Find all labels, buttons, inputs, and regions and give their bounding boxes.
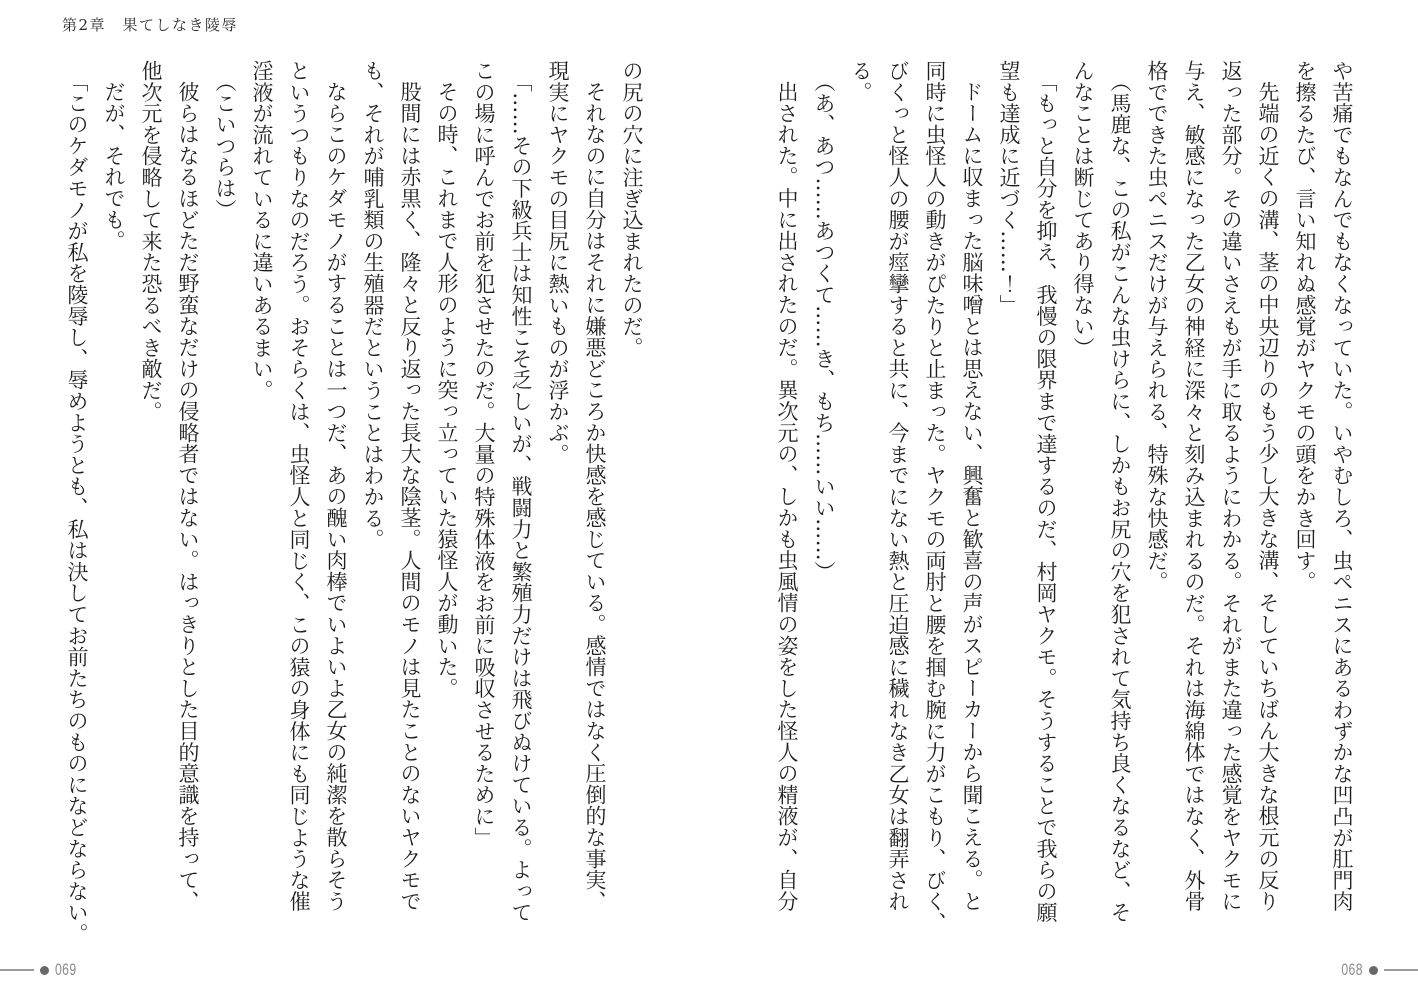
page-left-text xyxy=(58,60,650,962)
text-column: んなことは断じてあり得ない） xyxy=(1071,60,1095,359)
text-column: この場に呼んでお前を犯させたのだ。大量の特殊体液をお前に吸収させるために」 xyxy=(472,60,496,849)
footer-right xyxy=(1333,961,1418,979)
chapter-header: 第2章 果てしなき陵辱 xyxy=(62,16,239,34)
page-right-text xyxy=(768,60,1360,962)
page-right-068 xyxy=(768,60,1360,962)
text-column: 返った部分。その違いさえもが手に取るようにわかる。それがまた違った感覚をヤクモに xyxy=(1219,60,1243,912)
text-column: （あ、あつ……あつくて……き、もち……いい……） xyxy=(812,70,836,582)
text-column: 望も達成に近づく……！」 xyxy=(997,60,1021,316)
footer-rule-right xyxy=(1384,969,1418,971)
footer-rule-left xyxy=(0,969,34,971)
page-number-right: 068 xyxy=(1341,960,1363,979)
text-column: 「もっと自分を抑え、我慢の限界まで達するのだ、村岡ヤクモ。そうすることで我らの願 xyxy=(1034,70,1058,923)
text-column: （こいつらは） xyxy=(213,70,237,220)
text-column: びくっと怪人の腰が痙攣すると共に、今までにない熱と圧迫感に穢れなき乙女は翻弄され xyxy=(886,60,910,912)
text-column: だが、それでも。 xyxy=(102,81,126,252)
text-column: 出された。中に出されたのだ。異次元の、しかも虫風情の姿をした怪人の精液が、自分 xyxy=(775,81,799,912)
page-number-left: 069 xyxy=(55,960,77,979)
text-column: それなのに自分はそれに嫌悪どころか快感を感じている。感情ではなく圧倒的な事実、 xyxy=(583,81,607,912)
text-column: の尻の穴に注ぎ込まれたのだ。 xyxy=(620,60,644,359)
footer-left xyxy=(0,961,85,979)
text-column: 淫液が流れているに違いあるまい。 xyxy=(250,60,274,401)
text-column: る。 xyxy=(849,60,873,103)
text-column: （馬鹿な、この私がこんな虫けらに、しかもお尻の穴を犯されて気持ち良くなるなど、そ xyxy=(1108,70,1132,923)
text-column: 与え、敏感になった乙女の神経に深々と刻み込まれるのだ。それは海綿体ではなく、外骨 xyxy=(1182,60,1206,912)
text-column: 同時に虫怪人の動きがぴたりと止まった。ヤクモの両肘と腰を掴む腕に力がこもり、びく、 xyxy=(923,60,947,934)
text-column: ドームに収まった脳味噌とは思えない、興奮と歓喜の声がスピーカーから聞こえる。と xyxy=(960,81,984,912)
text-column: 先端の近くの溝、茎の中央辺りのもう少し大きな溝、そしていちばん大きな根元の反り xyxy=(1256,81,1280,912)
text-column: というつもりなのだろう。おそらくは、虫怪人と同じく、この猿の身体にも同じような催 xyxy=(287,60,311,912)
text-column: 格でできた虫ペニスだけが与えられる、特殊な快感だ。 xyxy=(1145,60,1169,593)
text-column: 他次元を侵略して来た恐るべき敵だ。 xyxy=(139,60,163,423)
text-column: を擦るたび、言い知れぬ感覚がヤクモの頭をかき回す。 xyxy=(1293,60,1317,593)
text-column: 彼らはなるほどただ野蛮なだけの侵略者ではない。はっきりとした目的意識を持って、 xyxy=(176,81,200,912)
text-column: 「このケダモノが私を陵辱し、辱めようとも、私は決してお前たちのものになどならない。 xyxy=(65,70,89,944)
page-left-069 xyxy=(58,60,650,962)
footer-dot-left xyxy=(40,966,49,975)
text-column: も、それが哺乳類の生殖器だということはわかる。 xyxy=(361,60,385,550)
text-column: その時、これまで人形のように突っ立っていた猿怪人が動いた。 xyxy=(435,81,459,699)
footer-dot-right xyxy=(1369,966,1378,975)
text-column: ならこのケダモノがすることは一つだ、あの醜い肉棒でいよいよ乙女の純潔を散らそう xyxy=(324,81,348,912)
text-column: 「……その下級兵士は知性こそ乏しいが、戦闘力と繁殖力だけは飛びぬけている。よって xyxy=(509,70,533,923)
text-column: や苦痛でもなんでもなくなっていた。いやむしろ、虫ペニスにあるわずかな凹凸が肛門肉 xyxy=(1330,60,1354,912)
text-column: 股間には赤黒く、隆々と反り返った長大な陰茎。人間のモノは見たことのないヤクモで xyxy=(398,81,422,912)
text-column: 現実にヤクモの目尻に熱いものが浮かぶ。 xyxy=(546,60,570,465)
